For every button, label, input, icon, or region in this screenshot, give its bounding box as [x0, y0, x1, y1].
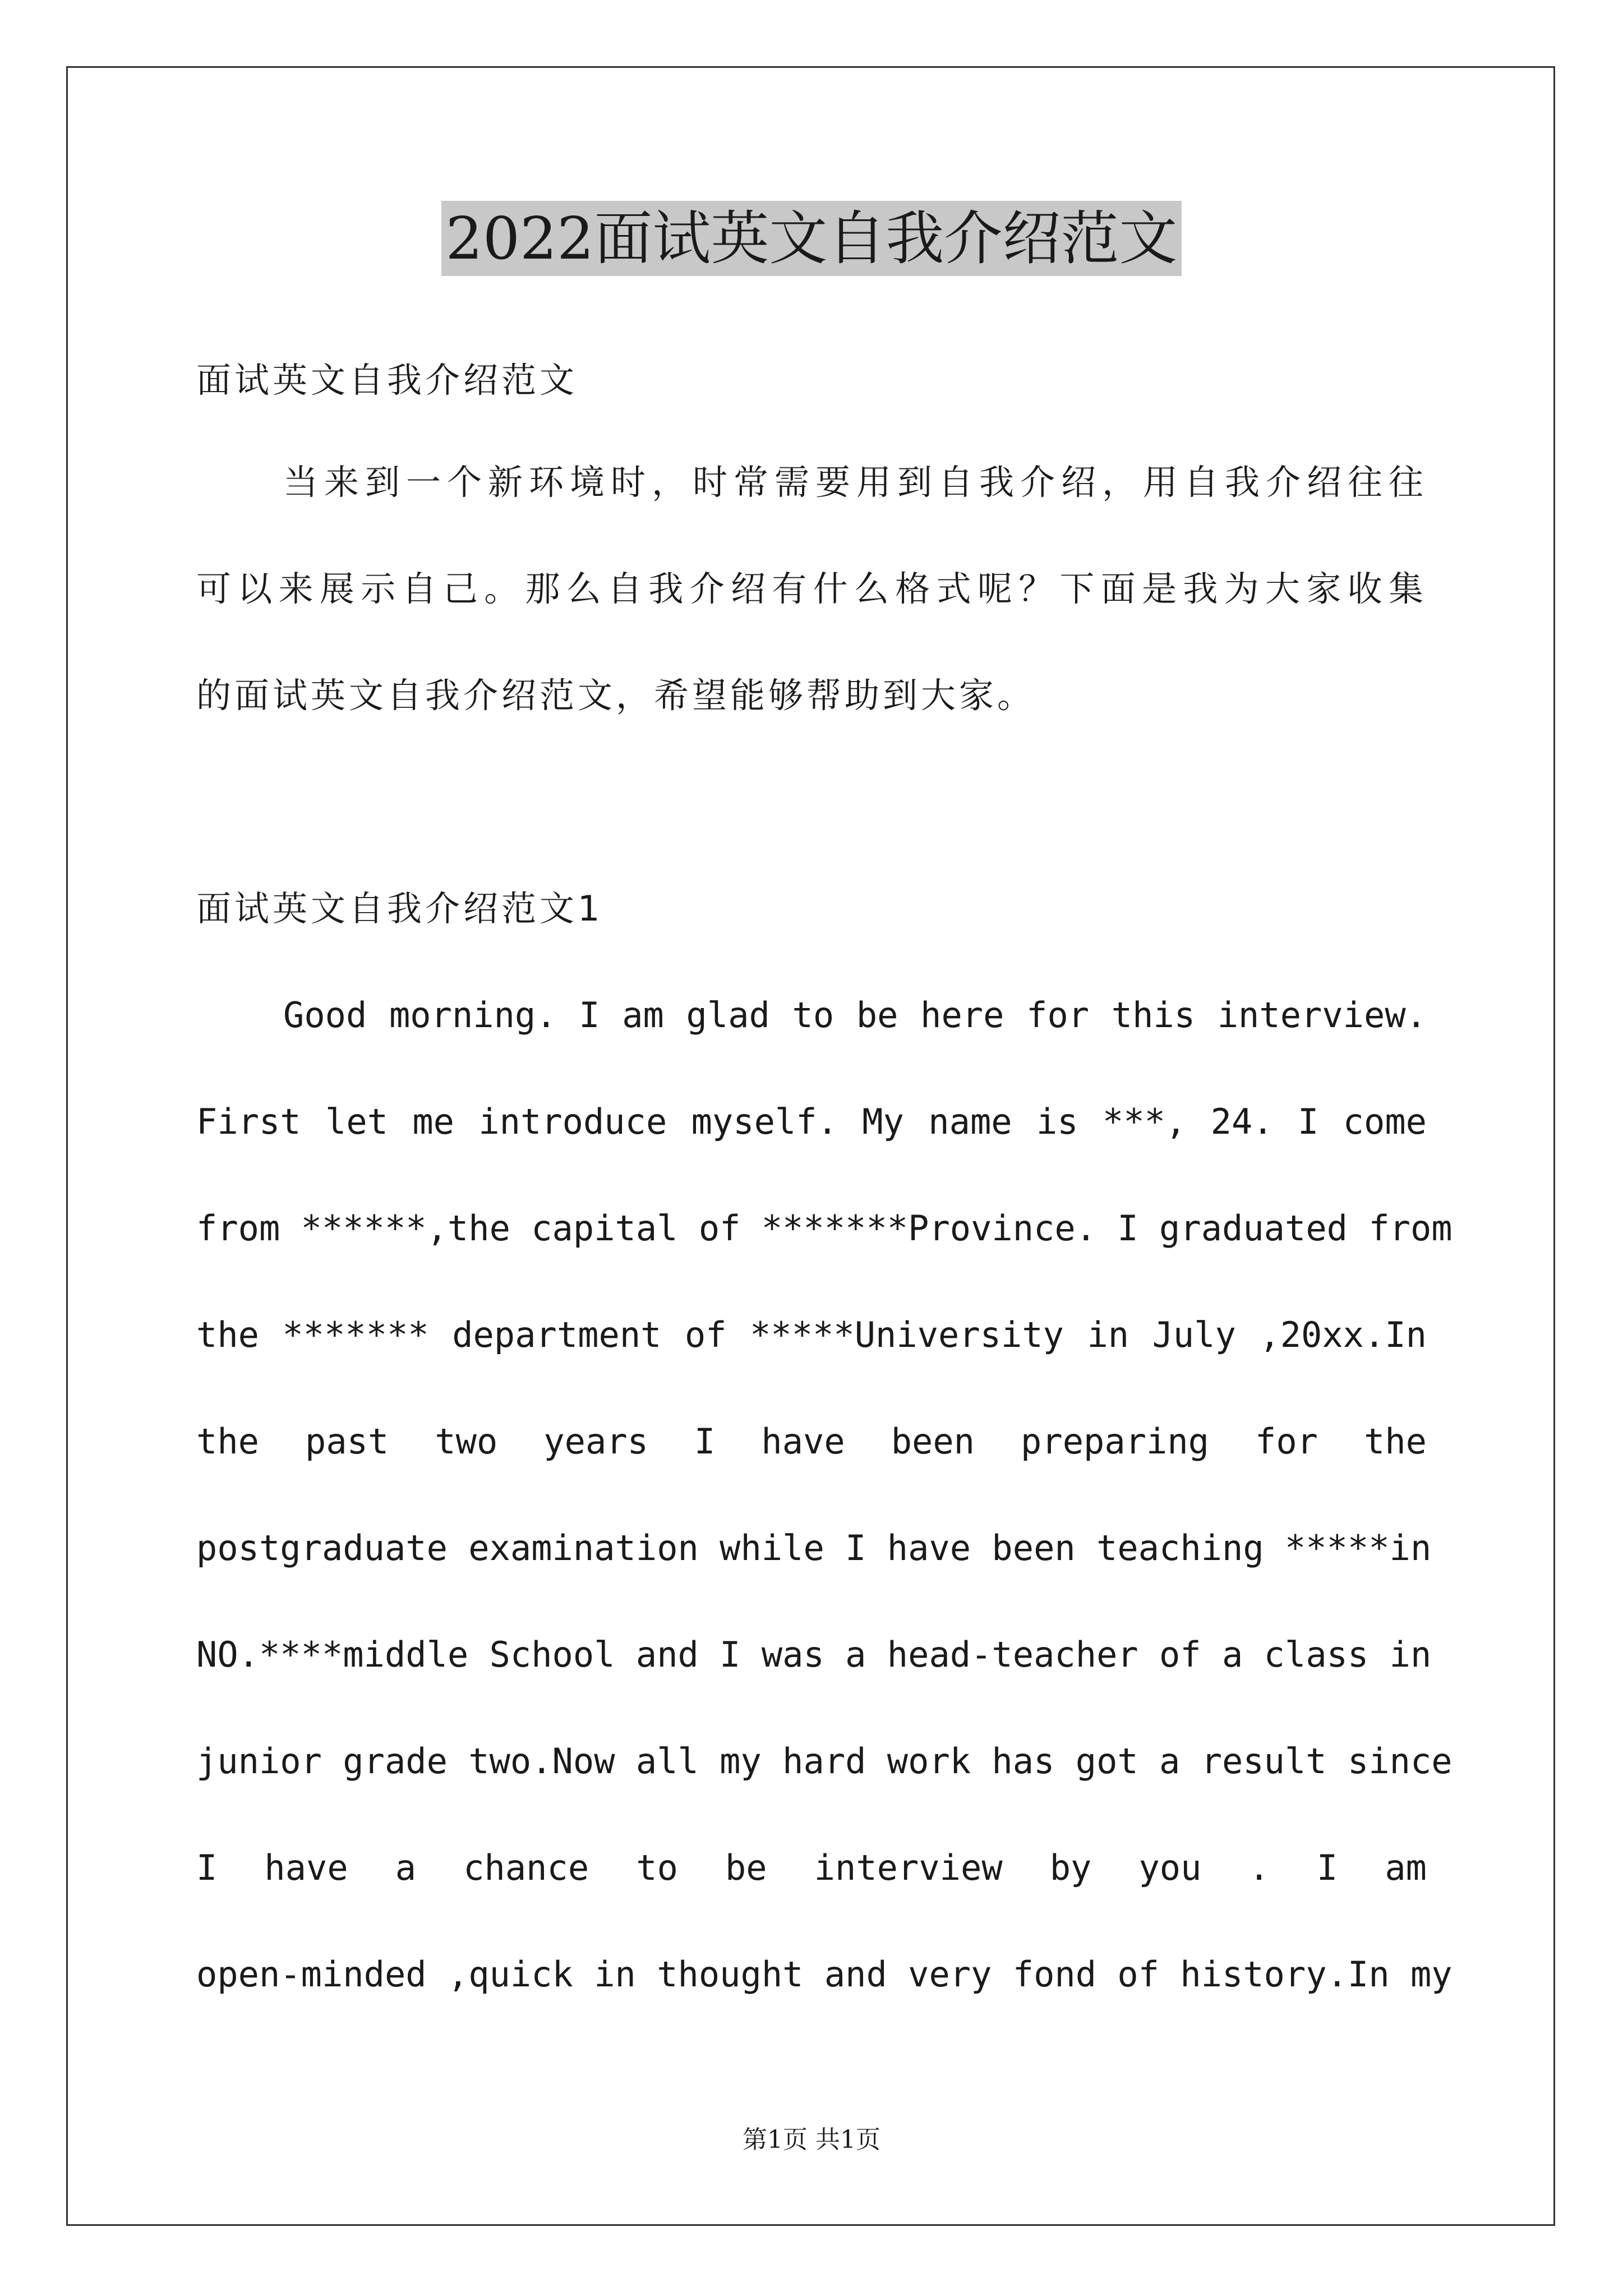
body-line-1: Good morning. I am glad to be here for this interview. [283, 995, 1427, 1036]
body-line-3: from ******,the capital of *******Province. I graduated from [196, 1208, 1453, 1249]
body-line-10: open-minded ,quick in thought and very fond of history.In my [196, 1954, 1453, 1995]
body-line-4: the ******* department of *****University in July ,20xx.In [196, 1314, 1427, 1355]
body-line-8: junior grade two.Now all my hard work has got a result since [196, 1741, 1453, 1782]
intro-line-1: 当来到一个新环境时，时常需要用到自我介绍，用自我介绍往往 [283, 462, 1427, 503]
body-line-5: the past two years I have been preparing for the [196, 1421, 1427, 1462]
body-line-7: NO.****middle School and I was a head-teacher of a class in [196, 1634, 1432, 1675]
body-line-2: First let me introduce myself. My name is ***, 24. I come [196, 1101, 1427, 1142]
section-heading: 面试英文自我介绍范文1 [196, 888, 603, 929]
page-footer: 第1页 共1页 [743, 2125, 880, 2154]
intro-line-2: 可以来展示自己。那么自我介绍有什么格式呢？下面是我为大家收集 [196, 568, 1427, 609]
subtitle: 面试英文自我介绍范文 [196, 360, 578, 401]
intro-line-3: 的面试英文自我介绍范文，希望能够帮助到大家。 [196, 675, 1036, 716]
body-line-6: postgraduate examination while I have been teaching *****in [196, 1527, 1432, 1568]
body-line-9: I have a chance to be interview by you . I am [196, 1847, 1427, 1888]
document-title: 2022面试英文自我介绍范文 [0, 194, 1623, 283]
